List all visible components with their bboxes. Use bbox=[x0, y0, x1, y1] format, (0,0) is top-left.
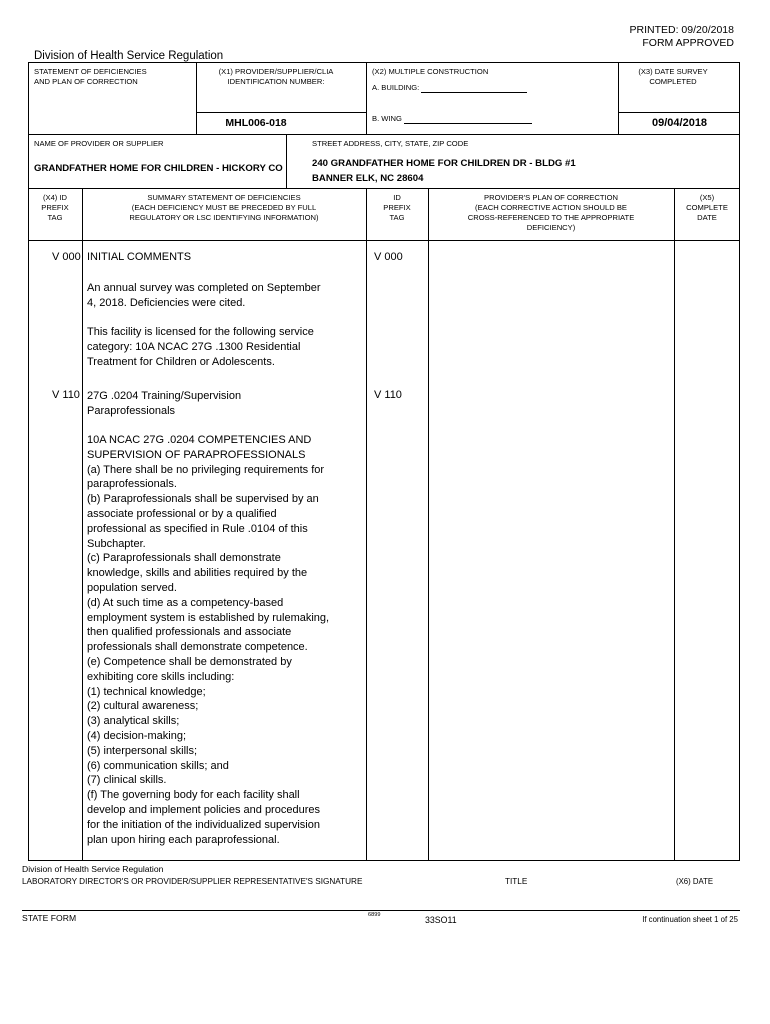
signature-label: LABORATORY DIRECTOR'S OR PROVIDER/SUPPLIER REPRESENTATIVE'S SIGNATURE bbox=[22, 877, 363, 886]
provider-name: GRANDFATHER HOME FOR CHILDREN - HICKORY CO bbox=[34, 163, 283, 174]
survey-completed-date: 09/04/2018 bbox=[652, 117, 708, 129]
plan-header: PROVIDER'S PLAN OF CORRECTION (EACH CORRECTIVE ACTION SHOULD BE CROSS-REFERENCED TO THE APPROPRIATE DEFICIENCY) bbox=[467, 193, 635, 232]
state-form-label: STATE FORM bbox=[22, 913, 77, 923]
entry-initial-paragraph-2: This facility is licensed for the following service category: 10A NCAC 27G .1300 Residential Treatment for Children or Adolescents. bbox=[87, 326, 314, 368]
x2-building: A. BUILDING: bbox=[372, 83, 527, 93]
id-prefix-header: ID PREFIX TAG bbox=[383, 193, 411, 222]
provider-id-number: MHL006-018 bbox=[225, 117, 287, 129]
x2-label: (X2) MULTIPLE CONSTRUCTION bbox=[372, 67, 489, 76]
provider-name-label: NAME OF PROVIDER OR SUPPLIER bbox=[34, 139, 164, 148]
x5-header: (X5) COMPLETE DATE bbox=[686, 193, 728, 222]
x3-label: (X3) DATE SURVEY COMPLETED bbox=[638, 67, 708, 86]
divider-provider bbox=[28, 188, 740, 189]
division-title: Division of Health Service Regulation bbox=[34, 50, 224, 62]
entry-id-v110: V 110 bbox=[374, 389, 402, 401]
title-label: TITLE bbox=[505, 877, 528, 886]
entry-tag-v000: V 000 bbox=[52, 251, 81, 263]
form-number: 6899 bbox=[368, 912, 381, 918]
printed-block bbox=[630, 24, 734, 50]
entry-v110-body: 10A NCAC 27G .0204 COMPETENCIES AND SUPERVISION OF PARAPROFESSIONALS (a) There shall be no privileging requirements for paraprofessionals. (b) Paraprofessionals shall be supervised by an associate professional or by a qualified professional as specified in Rule .0104 of this Subchapter. (c) Paraprofessionals shall demonstrate knowledge, skills and abilities required by the population served. (d) At such time as a competency-based employment system is established by rulemaking, then qualified professionals and associate professionals shall demonstrate competence. (e) Competence shall be demonstrated by exhibiting core skills including: (1) technical knowledge; (2) cultural awareness; (3) analytical skills; (4) decision-making; (5) interpersonal skills; (6) communication skills; and (7) clinical skills. (f) The governing body for each facility shall develop and implement policies and procedures for the initiation of the individualized supervision plan upon hiring each paraprofessional. bbox=[87, 434, 330, 846]
summary-header: SUMMARY STATEMENT OF DEFICIENCIES (EACH DEFICIENCY MUST BE PRECEDED BY FULL REGULATORY OR LSC IDENTIFYING INFORMATION) bbox=[129, 193, 319, 222]
footer-division: Division of Health Service Regulation bbox=[22, 864, 164, 874]
x2-wing: B. WING bbox=[372, 114, 532, 124]
street-address-label: STREET ADDRESS, CITY, STATE, ZIP CODE bbox=[312, 139, 469, 148]
divider-x1 bbox=[196, 112, 366, 113]
entry-initial-paragraph-1: An annual survey was completed on September 4, 2018. Deficiencies were cited. bbox=[87, 282, 321, 309]
street-address: 240 GRANDFATHER HOME FOR CHILDREN DR - BLDG #1 BANNER ELK, NC 28604 bbox=[312, 158, 576, 184]
x4-header: (X4) ID PREFIX TAG bbox=[41, 193, 69, 222]
entry-tag-v110: V 110 bbox=[52, 389, 80, 401]
divider-x3 bbox=[618, 112, 740, 113]
printed-date: PRINTED: 09/20/2018 bbox=[629, 24, 734, 36]
entry-title-training-supervision: 27G .0204 Training/Supervision Paraprofessionals bbox=[87, 390, 242, 417]
x1-label: (X1) PROVIDER/SUPPLIER/CLIA IDENTIFICATION NUMBER: bbox=[218, 67, 334, 86]
x6-date-label: (X6) DATE bbox=[676, 877, 714, 886]
footer-divider bbox=[22, 910, 740, 911]
form-approved: FORM APPROVED bbox=[642, 37, 734, 49]
statement-label: STATEMENT OF DEFICIENCIES AND PLAN OF CORRECTION bbox=[34, 67, 147, 86]
continuation-sheet: If continuation sheet 1 of 25 bbox=[642, 915, 738, 924]
entry-title-initial-comments: INITIAL COMMENTS bbox=[87, 251, 192, 263]
divider-header bbox=[28, 134, 740, 135]
divider-columns bbox=[28, 240, 740, 241]
entry-id-v000: V 000 bbox=[374, 251, 403, 263]
event-code: 33SO11 bbox=[425, 915, 457, 925]
